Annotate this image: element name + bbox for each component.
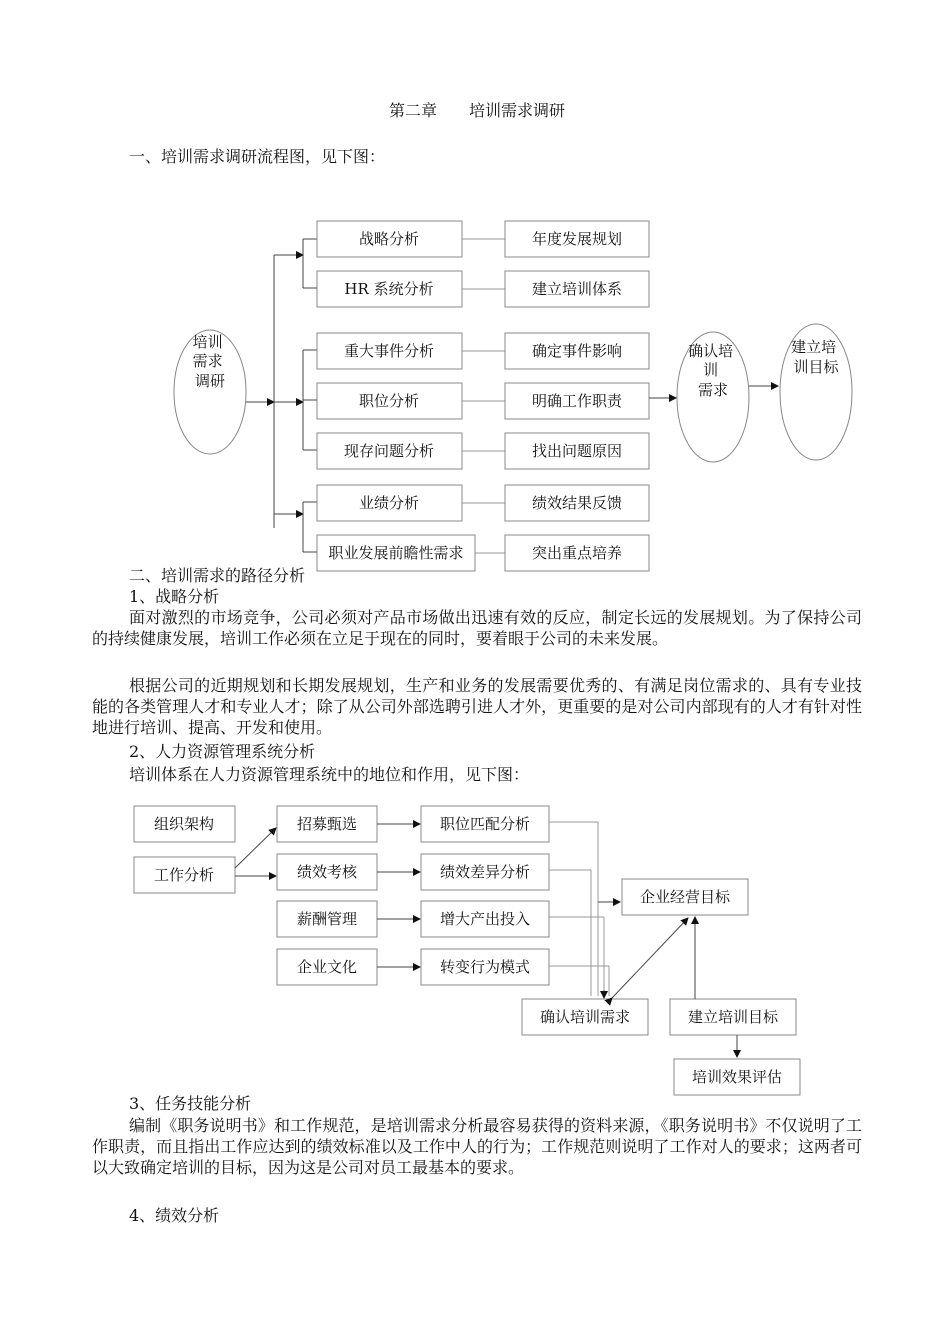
svg-text:培训效果评估: 培训效果评估 — [691, 1068, 783, 1086]
svg-text:转变行为模式: 转变行为模式 — [439, 958, 531, 976]
strategy-paragraph-2: 根据公司的近期规划和长期发展规划，生产和业务的发展需要优秀的、有满足岗位需求的、具有专业技能的各类管理人才和专业人才；除了从公司外部选聘引进人才外，更重要的是对公司内部现有的人才有针对性地进行培训、提高、开发和使用。 — [92, 676, 862, 737]
output-node-increase-output — [421, 901, 549, 937]
svg-text:工作分析: 工作分析 — [153, 866, 215, 884]
svg-text:建立培训目标: 建立培训目标 — [687, 1008, 779, 1026]
svg-text:战略分析: 战略分析 — [358, 230, 420, 248]
svg-text:明确工作职责: 明确工作职责 — [531, 392, 623, 410]
svg-text:企业文化: 企业文化 — [296, 958, 358, 976]
hr-analysis-heading: 2、人力资源管理系统分析 — [129, 742, 316, 761]
start-node-label: 培训 需求 调研 — [192, 333, 226, 390]
svg-text:绩效考核: 绩效考核 — [296, 863, 358, 881]
input-node-job-analysis — [134, 857, 235, 893]
svg-text:找出问题原因: 找出问题原因 — [531, 442, 623, 460]
output-node-behavior-change — [421, 949, 549, 985]
svg-text:招募甄选: 招募甄选 — [296, 815, 358, 833]
strategy-analysis-heading: 1、战略分析 — [129, 587, 220, 606]
svg-text:突出重点培养: 突出重点培养 — [531, 544, 623, 562]
section1-heading: 一、培训需求调研流程图，见下图： — [129, 147, 386, 166]
svg-text:绩效差异分析: 绩效差异分析 — [439, 863, 531, 881]
svg-text:职位匹配分析: 职位匹配分析 — [439, 815, 531, 833]
confirm-node-label: 确认培 训 需求 — [688, 342, 734, 399]
confirm-need-node — [522, 999, 648, 1035]
chapter-title: 第二章 培训需求调研 — [389, 101, 566, 120]
business-goal-node — [622, 879, 748, 915]
evaluate-node — [674, 1059, 800, 1095]
hr-analysis-intro: 培训体系在人力资源管理系统中的地位和作用，见下图： — [129, 765, 530, 784]
input-node-org-structure — [134, 806, 235, 842]
svg-text:现存问题分析: 现存问题分析 — [343, 442, 435, 460]
set-goal-node — [670, 999, 796, 1035]
goal-node-label: 建立培 训目标 — [791, 338, 839, 376]
task-skill-heading: 3、任务技能分析 — [129, 1094, 252, 1113]
svg-text:绩效结果反馈: 绩效结果反馈 — [531, 494, 623, 512]
svg-text:HR 系统分析: HR 系统分析 — [344, 280, 434, 298]
hr-function-performance — [277, 854, 377, 890]
svg-text:业绩分析: 业绩分析 — [358, 494, 420, 512]
svg-text:确定事件影响: 确定事件影响 — [531, 342, 623, 360]
performance-heading: 4、绩效分析 — [129, 1206, 220, 1225]
hr-function-recruit — [277, 806, 377, 842]
svg-text:建立培训体系: 建立培训体系 — [531, 280, 623, 298]
svg-text:组织架构: 组织架构 — [153, 815, 215, 833]
hr-function-compensation — [277, 901, 377, 937]
hr-function-culture — [277, 949, 377, 985]
strategy-paragraph-1: 面对激烈的市场竞争，公司必须对产品市场做出迅速有效的反应，制定长远的发展规划。为了保持公司的持续健康发展，培训工作必须在立足于现在的同时，要着眼于公司的未来发展。 — [92, 608, 862, 648]
svg-text:年度发展规划: 年度发展规划 — [531, 230, 623, 248]
section2-heading: 二、培训需求的路径分析 — [129, 566, 306, 585]
svg-text:职业发展前瞻性需求: 职业发展前瞻性需求 — [328, 544, 464, 562]
svg-text:薪酬管理: 薪酬管理 — [296, 910, 358, 928]
svg-text:职位分析: 职位分析 — [358, 392, 420, 410]
svg-text:重大事件分析: 重大事件分析 — [343, 342, 435, 360]
task-skill-paragraph: 编制《职务说明书》和工作规范，是培训需求分析最容易获得的资料来源，《职务说明书》不仅说明了工作职责，而且指出工作应达到的绩效标准以及工作中人的行为；工作规范则说明了工作对人的要求；这两者可以大致确定培训的目标，因为这是公司对员工最基本的要求。 — [92, 1116, 862, 1177]
svg-text:企业经营目标: 企业经营目标 — [639, 888, 731, 906]
svg-text:确认培训需求: 确认培训需求 — [539, 1008, 631, 1026]
svg-text:增大产出投入: 增大产出投入 — [439, 910, 531, 928]
output-node-job-match — [421, 806, 549, 842]
output-node-perf-gap — [421, 854, 549, 890]
